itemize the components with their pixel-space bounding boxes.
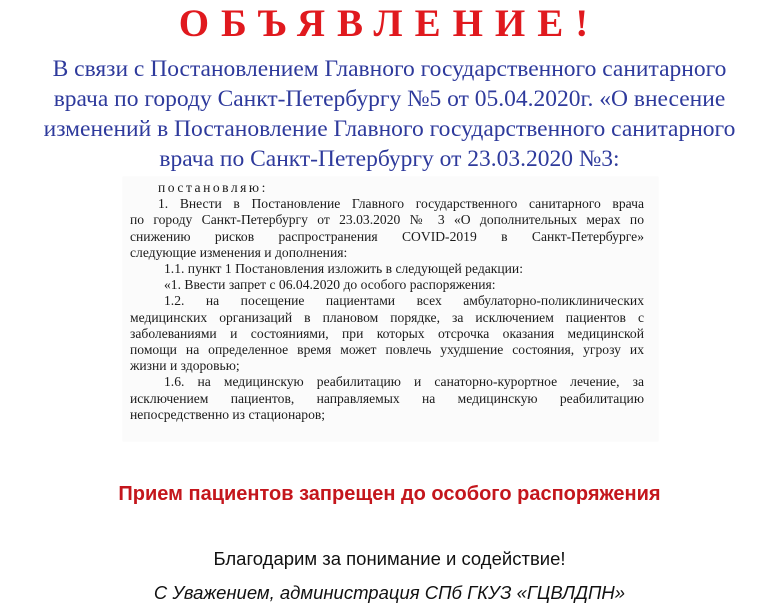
intro-line: изменений в Постановление Главного государственного санитарного: [43, 116, 736, 142]
intro-line: врача по городу Санкт-Петербургу №5 от 05.04.2020г. «О внесение: [53, 86, 726, 112]
excerpt-line: жизни и здоровью;: [130, 358, 240, 374]
intro-text: [8, 54, 771, 174]
excerpt-line: 1.1. пункт 1 Постановления изложить в следующей редакции:: [164, 261, 523, 277]
excerpt-line: медицинских организаций в плановом порядке, за исключением пациентов с: [130, 309, 644, 325]
excerpt-line: постановляю:: [158, 180, 268, 195]
announcement-title: ОБЪЯВЛЕНИЕ!: [178, 2, 601, 45]
excerpt-line: 1.6. на медицинскую реабилитацию и санаторно-курортное лечение, за: [164, 374, 644, 390]
intro-line: В связи с Постановлением Главного государственного санитарного: [52, 56, 727, 82]
signature-text: С Уважением, администрация СПб ГКУЗ «ГЦВЛДПН»: [153, 582, 626, 603]
excerpt-line: непосредственно из стационаров;: [130, 406, 326, 422]
scanned-document-excerpt: [123, 177, 658, 441]
excerpt-line: заболеваниями и состояниями, при которых отсрочка оказания медицинской: [130, 325, 644, 341]
excerpt-line: снижению рисков распространения COVID-2019 в Санкт-Петербурге»: [130, 228, 644, 244]
intro-line: врача по Санкт-Петербургу от 23.03.2020 №3:: [159, 146, 620, 172]
notice-banner: Прием пациентов запрещен до особого распоряжения: [118, 483, 661, 505]
excerpt-line: по городу Санкт-Петербургу от 23.03.2020 № 3 «О дополнительных мерах по: [130, 212, 644, 228]
excerpt-line: 1.2. на посещение пациентами всех амбулаторно-поликлинических: [164, 293, 644, 309]
excerpt-line: помощи на определенное время может повлечь ухудшение состояния, угрозу их: [130, 342, 644, 358]
excerpt-line: 1. Внести в Постановление Главного государственного санитарного врача: [158, 196, 644, 212]
excerpt-line: «1. Ввести запрет с 06.04.2020 до особого распоряжения:: [164, 277, 496, 293]
excerpt-line: следующие изменения и дополнения:: [130, 244, 348, 260]
thanks-text: Благодарим за понимание и содействие!: [213, 548, 566, 569]
excerpt-line: исключением пациентов, направляемых на медицинскую реабилитацию: [130, 390, 644, 406]
